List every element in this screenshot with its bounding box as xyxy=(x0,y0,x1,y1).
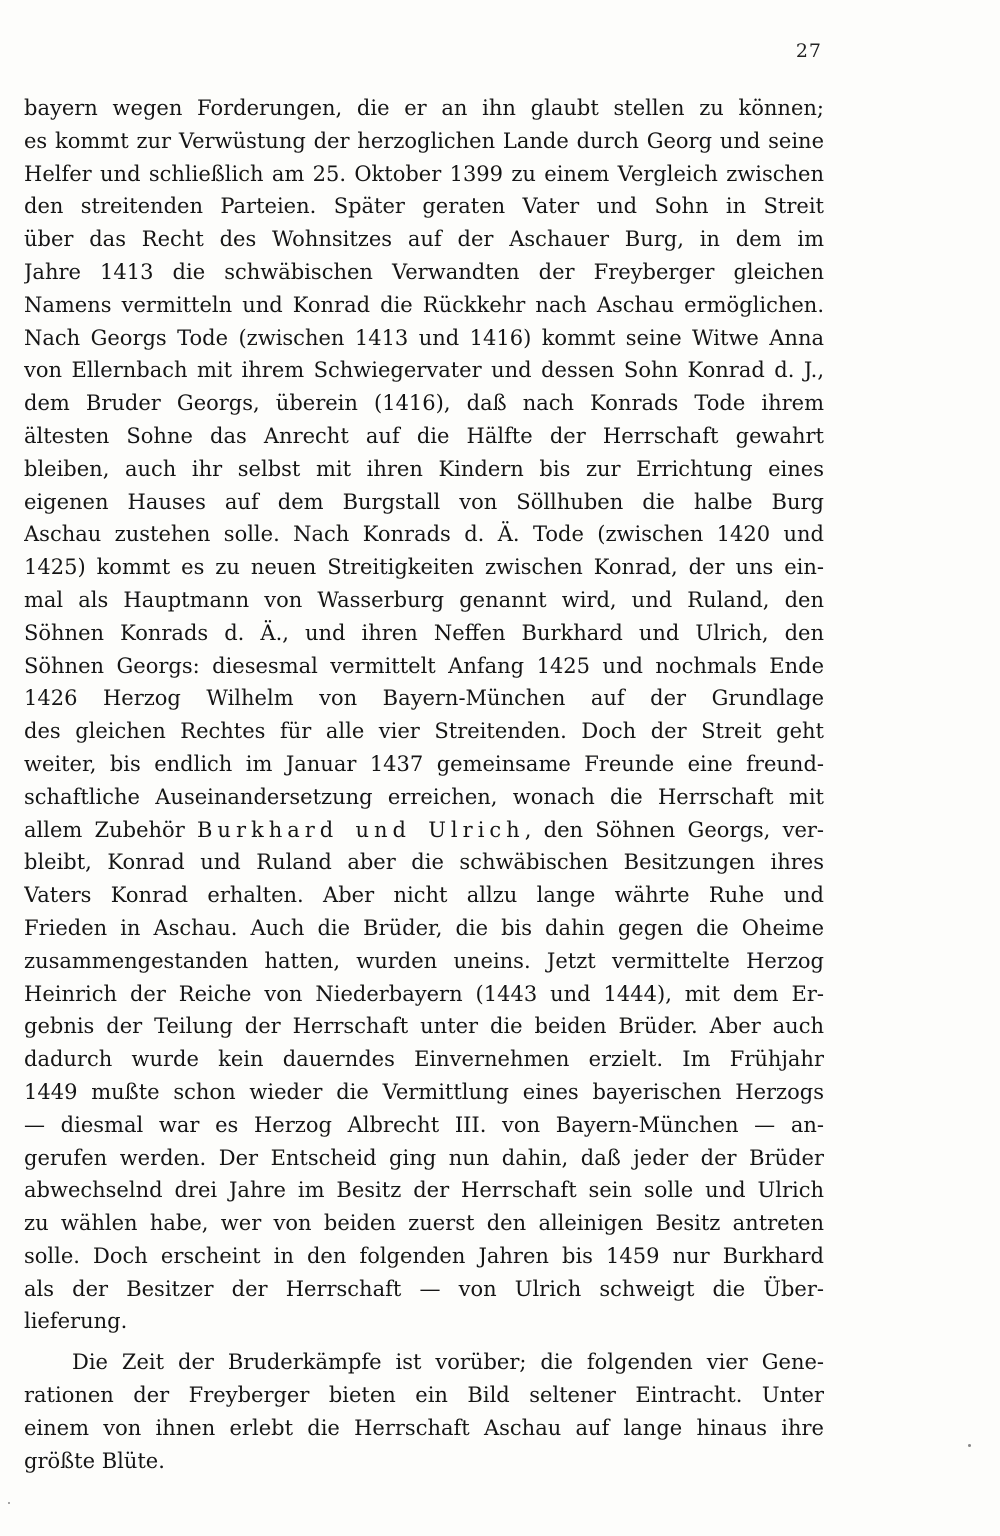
text-line: einem von ihnen erlebt die Herrschaft Aschau auf lange hinaus ihre xyxy=(24,1415,824,1440)
text-line: schaftliche Auseinandersetzung erreichen, wonach die Herrschaft mit xyxy=(24,784,824,809)
page-number: 27 xyxy=(795,40,822,62)
text-line: Söhnen Konrads d. Ä., und ihren Neffen Burkhard und Ulrich, den xyxy=(24,620,824,645)
text-line: Aschau zustehen solle. Nach Konrads d. Ä. Tode (zwischen 1420 und xyxy=(24,522,824,547)
text-line: — diesmal war es Herzog Albrecht III. von Bayern-München — an- xyxy=(24,1112,824,1137)
text-line: gerufen werden. Der Entscheid ging nun dahin, daß jeder der Brüder xyxy=(24,1145,824,1170)
text-line: Heinrich der Reiche von Niederbayern (1443 und 1444), mit dem Er- xyxy=(24,981,824,1006)
text-line: rationen der Freyberger bieten ein Bild seltener Eintracht. Unter xyxy=(24,1383,824,1408)
text-line: als der Besitzer der Herrschaft — von Ulrich schweigt die Über- xyxy=(24,1276,824,1301)
text-line: den streitenden Parteien. Später geraten Vater und Sohn in Streit xyxy=(24,194,824,219)
text-line-last: größte Blüte. xyxy=(24,1448,165,1473)
line-start: allem Zubehör xyxy=(24,817,197,842)
text-line: bleiben, auch ihr selbst mit ihren Kindern bis zur Errichtung eines xyxy=(24,456,824,481)
text-line-indented: Die Zeit der Bruderkämpfe ist vorüber; die folgenden vier Gene- xyxy=(72,1350,824,1375)
text-line: mal als Hauptmann von Wasserburg genannt wird, und Ruland, den xyxy=(24,587,824,612)
text-line: abwechselnd drei Jahre im Besitz der Herrschaft sein solle und Ulrich xyxy=(24,1178,824,1203)
text-line: 1425) kommt es zu neuen Streitigkeiten zwischen Konrad, der uns ein- xyxy=(24,555,824,580)
text-line: Namens vermitteln und Konrad die Rückkehr nach Aschau ermöglichen. xyxy=(24,292,824,317)
text-line: des gleichen Rechtes für alle vier Streitenden. Doch der Streit geht xyxy=(24,719,824,744)
line-end: , den Söhnen Georgs, ver- xyxy=(524,817,824,842)
text-line: es kommt zur Verwüstung der herzoglichen Lande durch Georg und seine xyxy=(24,128,824,153)
text-line: 1426 Herzog Wilhelm von Bayern-München auf der Grundlage xyxy=(24,686,824,711)
text-line: über das Recht des Wohnsitzes auf der Aschauer Burg, in dem im xyxy=(24,227,824,252)
text-line: gebnis der Teilung der Herrschaft unter die beiden Brüder. Aber auch xyxy=(24,1014,824,1039)
text-line: Helfer und schließlich am 25. Oktober 1399 zu einem Vergleich zwischen xyxy=(24,161,824,186)
text-line: eigenen Hauses auf dem Burgstall von Söllhuben die halbe Burg xyxy=(24,489,824,514)
text-line: 1449 mußte schon wieder die Vermittlung eines bayerischen Herzogs xyxy=(24,1079,824,1104)
scan-speck xyxy=(968,1444,971,1447)
text-line: ältesten Sohne das Anrecht auf die Hälfte der Herrschaft gewahrt xyxy=(24,423,824,448)
scan-speck xyxy=(8,1502,10,1504)
text-line: zusammengestanden hatten, wurden uneins. Jetzt vermittelte Herzog xyxy=(24,948,824,973)
text-line: dadurch wurde kein dauerndes Einvernehmen erzielt. Im Frühjahr xyxy=(24,1047,824,1072)
text-line: zu wählen habe, wer von beiden zuerst den alleinigen Besitz antreten xyxy=(24,1211,824,1236)
text-line: Nach Georgs Tode (zwischen 1413 und 1416) kommt seine Witwe Anna xyxy=(24,325,824,350)
text-line-last: lieferung. xyxy=(24,1309,128,1334)
spaced-names: Burkhard und Ulrich xyxy=(197,817,525,842)
text-line: bayern wegen Forderungen, die er an ihn glaubt stellen zu können; xyxy=(24,96,824,120)
text-line: Frieden in Aschau. Auch die Brüder, die bis dahin gegen die Oheime xyxy=(24,915,824,940)
body-text xyxy=(24,92,824,1477)
paragraph-1 xyxy=(24,92,824,1338)
text-line-spaced-names xyxy=(24,814,824,847)
text-line: bleibt, Konrad und Ruland aber die schwäbischen Besitzungen ihres xyxy=(24,850,824,875)
text-line: Vaters Konrad erhalten. Aber nicht allzu lange währte Ruhe und xyxy=(24,883,824,908)
text-line: dem Bruder Georgs, überein (1416), daß nach Konrads Tode ihrem xyxy=(24,391,824,416)
text-line: Söhnen Georgs: diesesmal vermittelt Anfang 1425 und nochmals Ende xyxy=(24,653,824,678)
text-line: Jahre 1413 die schwäbischen Verwandten der Freyberger gleichen xyxy=(24,259,824,284)
paragraph-2 xyxy=(24,1346,824,1477)
text-line: solle. Doch erscheint in den folgenden Jahren bis 1459 nur Burkhard xyxy=(24,1243,824,1268)
text-line: weiter, bis endlich im Januar 1437 gemeinsame Freunde eine freund- xyxy=(24,751,824,776)
text-line: von Ellernbach mit ihrem Schwiegervater und dessen Sohn Konrad d. J., xyxy=(24,358,824,383)
